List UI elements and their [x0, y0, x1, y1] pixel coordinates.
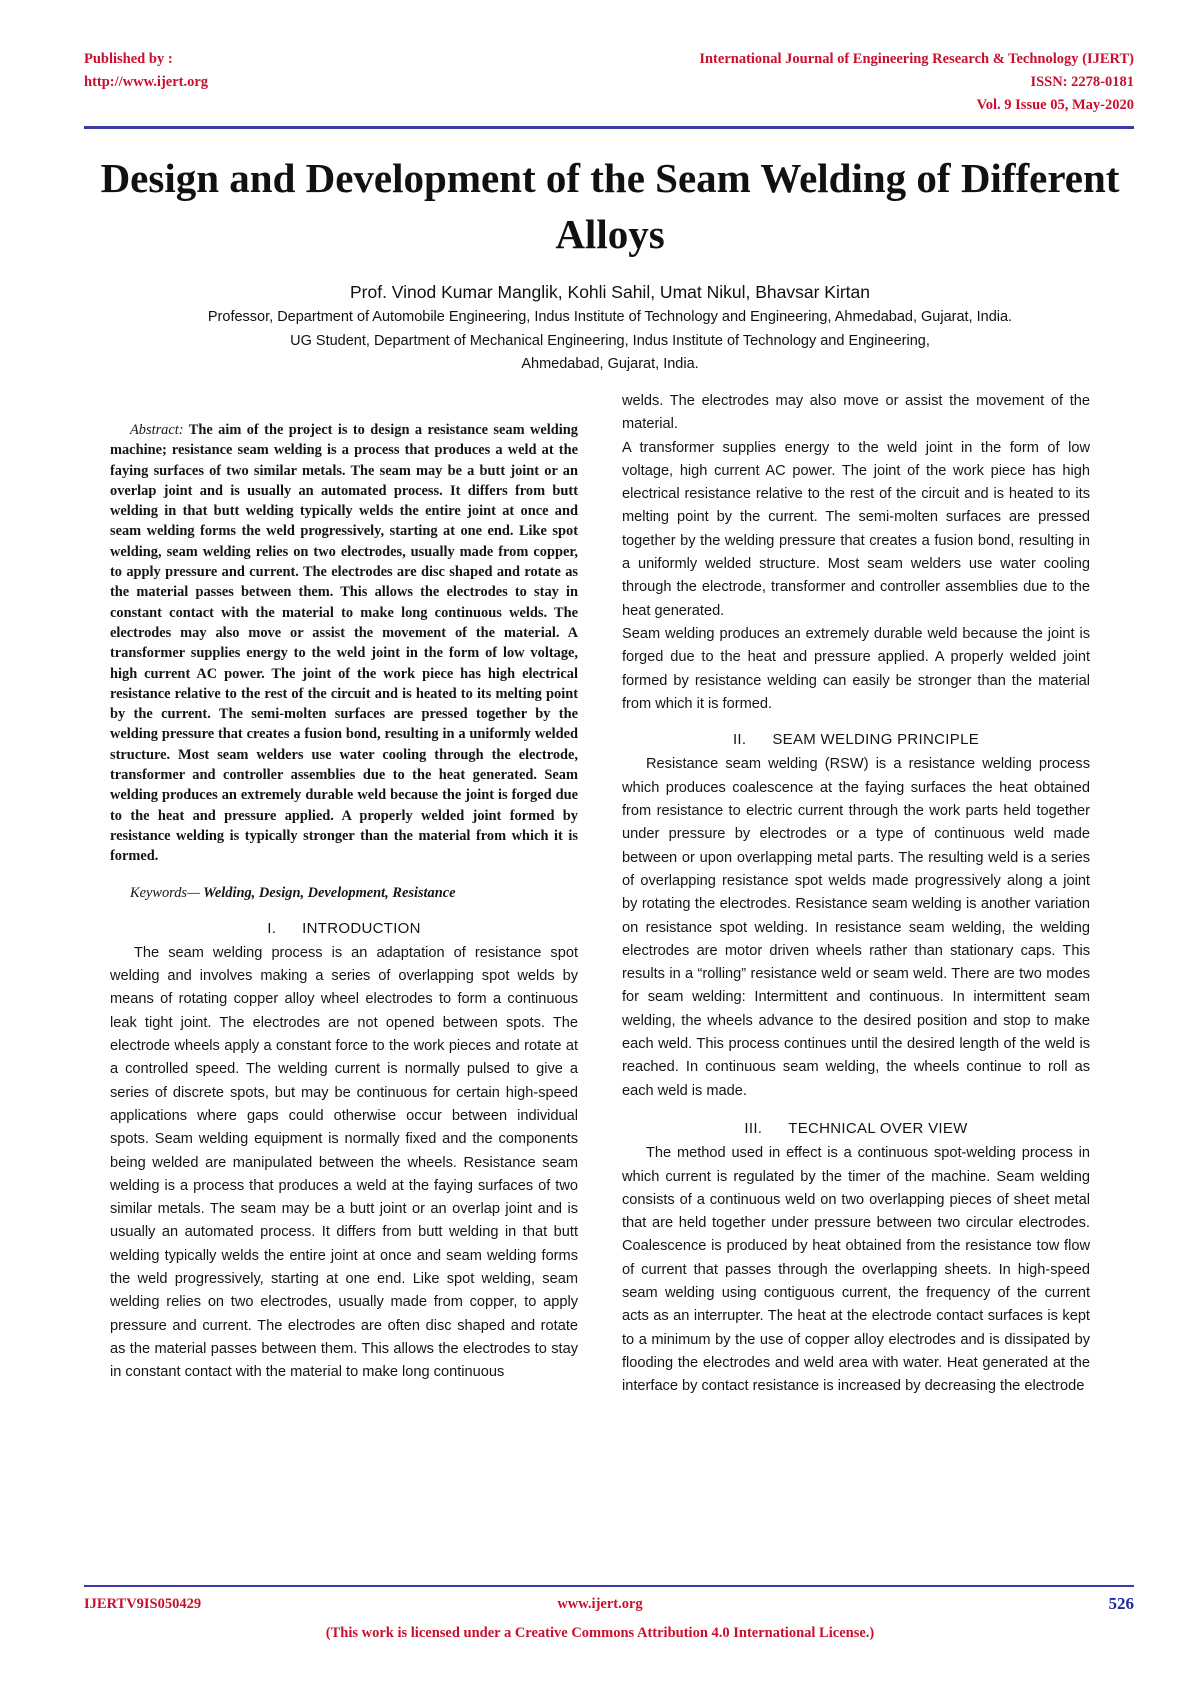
section-title: INTRODUCTION: [302, 919, 421, 937]
abstract: [110, 420, 578, 867]
header-left: [84, 48, 208, 94]
intro-paragraph-1: The seam welding process is an adaptation of resistance spot welding and involves making a series of overlapping spot welds by means of rotating copper alloy wheel electrodes to form a continuous leak tight joint. The electrodes are not opened between spots. The electrode wheels apply a constant force to the work pieces and rotate at a controlled speed. The welding current is normally pulsed to give a series of discrete spots, but may be continuous for certain high-speed applications where gaps could otherwise occur between individual spots. Seam welding equipment is normally fixed and the components being welded are manipulated between the wheels. Resistance seam welding is a process that produces a weld at the faying surfaces of two similar metals. The seam may be a butt joint or an overlap joint and is usually an automated process. It differs from butt welding in that butt welding typically welds the entire joint at once and seam welding forms the weld progressively, starting at one end. Like spot welding, seam welding relies on two electrodes, usually made from copper, to apply pressure and current. The electrodes are often disc shaped and rotate as the material passes between them. This allows the electrodes to stay in constant contact with the material to make long continuous: [110, 944, 578, 1381]
keywords-label: Keywords—: [130, 884, 200, 901]
published-by-label: Published by :: [84, 51, 173, 67]
journal-url-link[interactable]: http://www.ijert.org: [84, 74, 209, 90]
overview-paragraph-1: The method used in effect is a continuous spot-welding process in which current is regulated by the timer of the machine. Seam welding consists of a continuous weld on two overlapping pieces of sheet metal that are held together under pressure between two circular electrodes. Coalescence is produced by heat obtained from the resistance tow flow of current that passes through the overlapping sheets. In high-speed seam welding using contiguous current, the frequency of the current acts as an interrupter. The heat at the electrode contact surfaces is kept to a minimum by the use of copper alloy electrodes and is dissipated by flooding the electrodes and weld area with water. Heat generated at the interface by contact resistance is increased by decreasing the electrode: [622, 1145, 1090, 1395]
keywords-text: Welding, Design, Development, Resistance: [199, 884, 456, 901]
affiliation-1: Professor, Department of Automobile Engineering, Indus Institute of Technology and Engineering, Ahmedabad, Gujarat, India.: [207, 309, 1013, 325]
abstract-text: The aim of the project is to design a resistance seam welding machine; resistance seam welding is a process that produces a weld at the faying surfaces of two similar metals. The seam may be a butt joint or an overlap joint and is usually an automated process. It differs from butt welding in that butt welding typically welds the entire joint at once and seam welding forms the weld progressively, starting at one end. Like spot welding, seam welding relies on two electrodes, usually made from copper, to apply pressure and current. The electrodes are disc shaped and rotate as the material passes between them. This allows the electrodes to stay in constant contact with the material to make long continuous welds. The electrodes may also move or assist the movement of the material. A transformer supplies energy to the weld joint in the form of low voltage, high current AC power. The joint of the work piece has high electrical resistance relative to the rest of the circuit and is heated to its melting point by the current. The semi-molten surfaces are pressed together by the welding pressure that creates a fusion bond, resulting in a uniformly welded structure. Most seam welders use water cooling through the electrode, transformer and controller assemblies due to the heat generated. Seam welding produces an extremely durable weld because the joint is forged due to the heat and pressure applied. A properly welded joint formed by resistance welding is typically stronger than the material from which it is formed.: [110, 422, 578, 865]
page-number: 526: [1108, 1594, 1134, 1613]
affiliation-2: UG Student, Department of Mechanical Engineering, Indus Institute of Technology and Engineering,: [290, 332, 930, 349]
footer-site-link[interactable]: www.ijert.org: [557, 1596, 643, 1612]
section-title: SEAM WELDING PRINCIPLE: [772, 731, 980, 749]
affiliations: [60, 306, 1160, 377]
header-right: [699, 48, 1134, 117]
volume-text: Vol. 9 Issue 05, May-2020: [976, 97, 1134, 113]
section-number: III.: [744, 1119, 763, 1137]
section-title: TECHNICAL OVER VIEW: [788, 1119, 968, 1137]
footer-divider: [84, 1585, 1134, 1587]
section-heading-introduction: [110, 917, 578, 940]
license-note: (This work is licensed under a Creative Commons Attribution 4.0 International License.): [325, 1625, 875, 1641]
principle-paragraph-1: Resistance seam welding (RSW) is a resistance welding process which produces coalescence at the faying surfaces the heat obtained from resistance to electric current through the work parts held together under pressure by electrodes or a type of continuous weld made between or upon overlapping metal parts. The resulting weld is a series of overlapping resistance spot welds made progressively along a joint by rotating the electrodes. Resistance seam welding is another variation on resistance spot welding. In resistance seam welding, the welding electrodes are motor driven wheels rather than stationary caps. This results in a “rolling” resistance weld or seam weld. There are two modes for seam welding: Intermittent and continuous. In intermittent seam welding, the wheels advance to the desired position and stop to make each weld. This process continues until the desired length of the weld is reached. In continuous seam welding, the wheels continue to roll as each weld is made.: [622, 756, 1090, 1099]
keywords: [110, 883, 578, 903]
section-heading-overview: [622, 1117, 1090, 1140]
issn-text: ISSN: 2278-0181: [1030, 74, 1134, 90]
section-heading-principle: [622, 728, 1090, 751]
section-number: I.: [267, 919, 277, 937]
intro-paragraph-3: Seam welding produces an extremely durable weld because the joint is forged due to the heat and pressure applied. A properly welded joint formed by resistance welding can easily be stronger than the material from which it is formed.: [622, 625, 1090, 712]
affiliation-3: Ahmedabad, Gujarat, India.: [521, 356, 699, 372]
right-column: [622, 390, 1090, 1398]
intro-paragraph-2: A transformer supplies energy to the weld joint in the form of low voltage, high current AC power. The joint of the work piece has high electrical resistance relative to the rest of the circuit and is heated to its melting point by the current. The semi-molten surfaces are pressed together by the welding pressure that creates a fusion bond, resulting in a uniformly welded structure. Most seam welders use water cooling through the electrode, transformer and controller assemblies due to the heat generated.: [622, 439, 1090, 619]
header-divider: [84, 126, 1134, 129]
paper-id: IJERTV9IS050429: [84, 1596, 202, 1612]
intro-paragraph-1-continued: welds. The electrodes may also move or assist the movement of the material.: [622, 393, 1090, 433]
abstract-label: Abstract:: [130, 422, 184, 438]
left-column: [110, 420, 578, 1384]
section-number: II.: [732, 731, 747, 749]
journal-name: International Journal of Engineering Research & Technology (IJERT): [699, 51, 1134, 67]
paper-title: Design and Development of the Seam Welding of Different Alloys: [100, 155, 1120, 257]
author-list: Prof. Vinod Kumar Manglik, Kohli Sahil, Umat Nikul, Bhavsar Kirtan: [349, 282, 871, 302]
